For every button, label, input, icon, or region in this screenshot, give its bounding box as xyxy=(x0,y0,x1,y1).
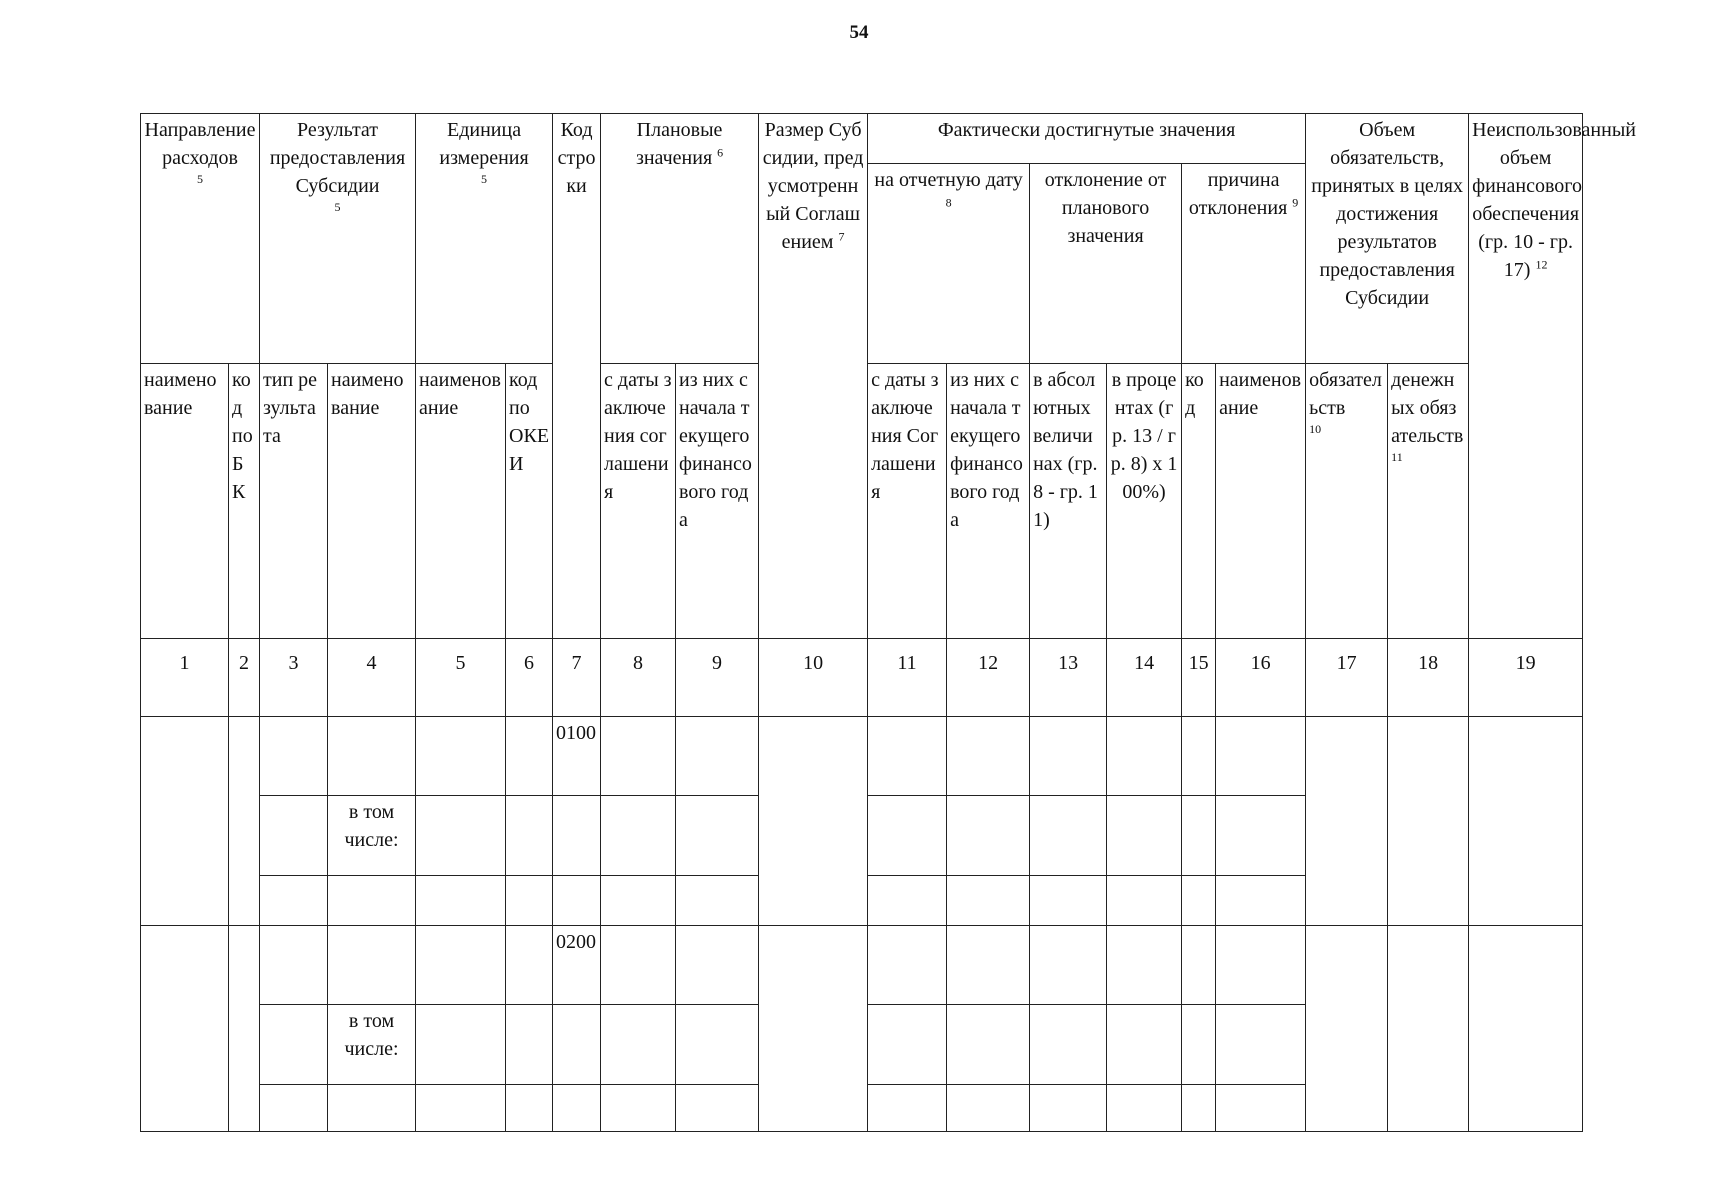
table-cell xyxy=(601,796,676,876)
table-cell xyxy=(328,876,416,926)
table-cell xyxy=(1469,926,1583,1132)
table-cell xyxy=(328,926,416,1005)
table-cell xyxy=(601,1005,676,1085)
subheader-direction-code: код по БК xyxy=(229,364,260,639)
table-cell xyxy=(947,1005,1030,1085)
table-cell xyxy=(229,926,260,1132)
header-unit: Единица измерения 5 xyxy=(416,114,553,364)
table-cell xyxy=(1388,717,1469,926)
table-cell xyxy=(1107,1085,1182,1132)
table-cell xyxy=(1182,876,1216,926)
table-cell xyxy=(1030,926,1107,1005)
table-cell xyxy=(260,717,328,796)
table-cell xyxy=(1182,717,1216,796)
table-cell xyxy=(1107,717,1182,796)
table-cell xyxy=(260,1085,328,1132)
table-cell xyxy=(1306,926,1388,1132)
column-number: 17 xyxy=(1306,639,1388,717)
table-cell xyxy=(328,717,416,796)
table-cell xyxy=(229,717,260,926)
table-cell xyxy=(1216,926,1306,1005)
table-cell xyxy=(1107,1005,1182,1085)
subheader-deviation-percent: в процентах (гр. 13 / гр. 8) x 100%) xyxy=(1107,364,1182,639)
table-cell xyxy=(1388,926,1469,1132)
column-number: 5 xyxy=(416,639,506,717)
page-number: 54 xyxy=(849,22,869,43)
subheader-planned-since-year: из них с начала текущего финансового года xyxy=(676,364,759,639)
table-cell xyxy=(947,876,1030,926)
column-number: 18 xyxy=(1388,639,1469,717)
table-cell xyxy=(416,796,506,876)
table-cell xyxy=(676,926,759,1005)
header-actual-values: Фактически достигнутые значения xyxy=(868,114,1306,164)
subheader-actual-since-year: из них с начала текущего финансового года xyxy=(947,364,1030,639)
table-cell xyxy=(1030,1005,1107,1085)
table-cell xyxy=(676,1085,759,1132)
table-cell xyxy=(1216,876,1306,926)
header-subsidy-size: Размер Субсидии, предусмотренный Соглашением $^7$ xyxy=(759,114,868,639)
table-cell xyxy=(1182,926,1216,1005)
table-cell xyxy=(553,796,601,876)
table-cell xyxy=(506,1085,553,1132)
table-cell xyxy=(141,717,229,926)
column-number: 2 xyxy=(229,639,260,717)
table-cell xyxy=(260,926,328,1005)
subheader-reason-code: код xyxy=(1182,364,1216,639)
table-cell xyxy=(601,876,676,926)
table-cell xyxy=(260,876,328,926)
subheader-deviation-absolute: в абсолютных величинах (гр. 8 - гр. 11) xyxy=(1030,364,1107,639)
table-cell xyxy=(947,926,1030,1005)
table-cell xyxy=(676,1005,759,1085)
column-number: 11 xyxy=(868,639,947,717)
table-cell xyxy=(1216,1085,1306,1132)
table-cell xyxy=(506,1005,553,1085)
table-cell xyxy=(1216,1005,1306,1085)
subheader-direction-name: наименование xyxy=(141,364,229,639)
table-cell xyxy=(260,1005,328,1085)
table-cell xyxy=(947,717,1030,796)
table-cell xyxy=(676,796,759,876)
column-number: 9 xyxy=(676,639,759,717)
table-cell xyxy=(506,796,553,876)
table-cell xyxy=(868,1005,947,1085)
table-cell xyxy=(601,717,676,796)
column-number: 1 xyxy=(141,639,229,717)
table-cell xyxy=(868,717,947,796)
table-cell xyxy=(416,876,506,926)
subheader-obligations: обязательств 10 xyxy=(1306,364,1388,639)
column-number: 14 xyxy=(1107,639,1182,717)
header-planned: Плановые значения $^6$ xyxy=(601,114,759,364)
table-cell xyxy=(676,876,759,926)
column-number: 3 xyxy=(260,639,328,717)
column-number: 6 xyxy=(506,639,553,717)
header-on-report-date: на отчетную дату $^8$ xyxy=(868,164,1030,364)
header-row-code: Код строки xyxy=(553,114,601,639)
table-cell xyxy=(1107,926,1182,1005)
table-cell xyxy=(1182,1005,1216,1085)
column-number: 15 xyxy=(1182,639,1216,717)
table-cell xyxy=(1107,876,1182,926)
table-cell xyxy=(1306,717,1388,926)
subheader-actual-since-agreement: с даты заключения Соглашения xyxy=(868,364,947,639)
table-cell xyxy=(553,1085,601,1132)
table-cell xyxy=(947,1085,1030,1132)
column-number: 19 xyxy=(1469,639,1583,717)
including-label: в том числе: xyxy=(328,796,416,876)
table-cell xyxy=(1182,796,1216,876)
column-number: 13 xyxy=(1030,639,1107,717)
table-cell xyxy=(416,926,506,1005)
table-cell xyxy=(1030,1085,1107,1132)
header-unused-volume: Неиспользованный объем финансового обеспечения (гр. 10 - гр. 17) $^{12}$ xyxy=(1469,114,1583,639)
subheader-result-type: тип результата xyxy=(260,364,328,639)
subheader-unit-okei: код по ОКЕИ xyxy=(506,364,553,639)
table-cell xyxy=(506,926,553,1005)
table-cell xyxy=(868,926,947,1005)
table-cell xyxy=(506,876,553,926)
table-cell xyxy=(506,717,553,796)
table-cell xyxy=(1216,717,1306,796)
table-cell xyxy=(759,717,868,926)
table-cell xyxy=(676,717,759,796)
table-cell xyxy=(416,1005,506,1085)
table-cell xyxy=(601,926,676,1005)
table-cell xyxy=(1216,796,1306,876)
column-number: 12 xyxy=(947,639,1030,717)
table-cell xyxy=(1030,796,1107,876)
table-cell xyxy=(1469,717,1583,926)
column-number: 10 xyxy=(759,639,868,717)
subheader-unit-name: наименование xyxy=(416,364,506,639)
row-code-cell: 0100 xyxy=(553,717,601,796)
subheader-reason-name: наименование xyxy=(1216,364,1306,639)
row-code-cell: 0200 xyxy=(553,926,601,1005)
header-obligations: Объем обязательств, принятых в целях достижения результатов предоставления Субсидии xyxy=(1306,114,1469,364)
table-cell xyxy=(328,1085,416,1132)
table-cell xyxy=(1030,717,1107,796)
table-cell xyxy=(141,926,229,1132)
table-cell xyxy=(1107,796,1182,876)
header-deviation: отклонение от планового значения xyxy=(1030,164,1182,364)
subheader-planned-since-agreement: с даты заключения соглашения xyxy=(601,364,676,639)
header-deviation-reason: причина отклонения $^9$ xyxy=(1182,164,1306,364)
including-label: в том числе: xyxy=(328,1005,416,1085)
table-cell xyxy=(947,796,1030,876)
table-cell xyxy=(759,926,868,1132)
column-number: 4 xyxy=(328,639,416,717)
table-cell xyxy=(601,1085,676,1132)
header-direction: Направление расходов 5 xyxy=(141,114,260,364)
table-cell xyxy=(1030,876,1107,926)
header-result: Результат предоставления Субсидии 5 xyxy=(260,114,416,364)
column-number: 16 xyxy=(1216,639,1306,717)
table-cell xyxy=(260,796,328,876)
subsidy-report-table xyxy=(140,113,1636,1132)
column-number: 7 xyxy=(553,639,601,717)
table-cell xyxy=(1182,1085,1216,1132)
table-cell xyxy=(868,796,947,876)
table-cell xyxy=(416,717,506,796)
table-cell xyxy=(553,876,601,926)
subheader-money-obligations: денежных обязательств 11 xyxy=(1388,364,1469,639)
table-cell xyxy=(868,876,947,926)
table-cell xyxy=(416,1085,506,1132)
subheader-result-name: наименование xyxy=(328,364,416,639)
table-cell xyxy=(868,1085,947,1132)
table-cell xyxy=(553,1005,601,1085)
column-number: 8 xyxy=(601,639,676,717)
